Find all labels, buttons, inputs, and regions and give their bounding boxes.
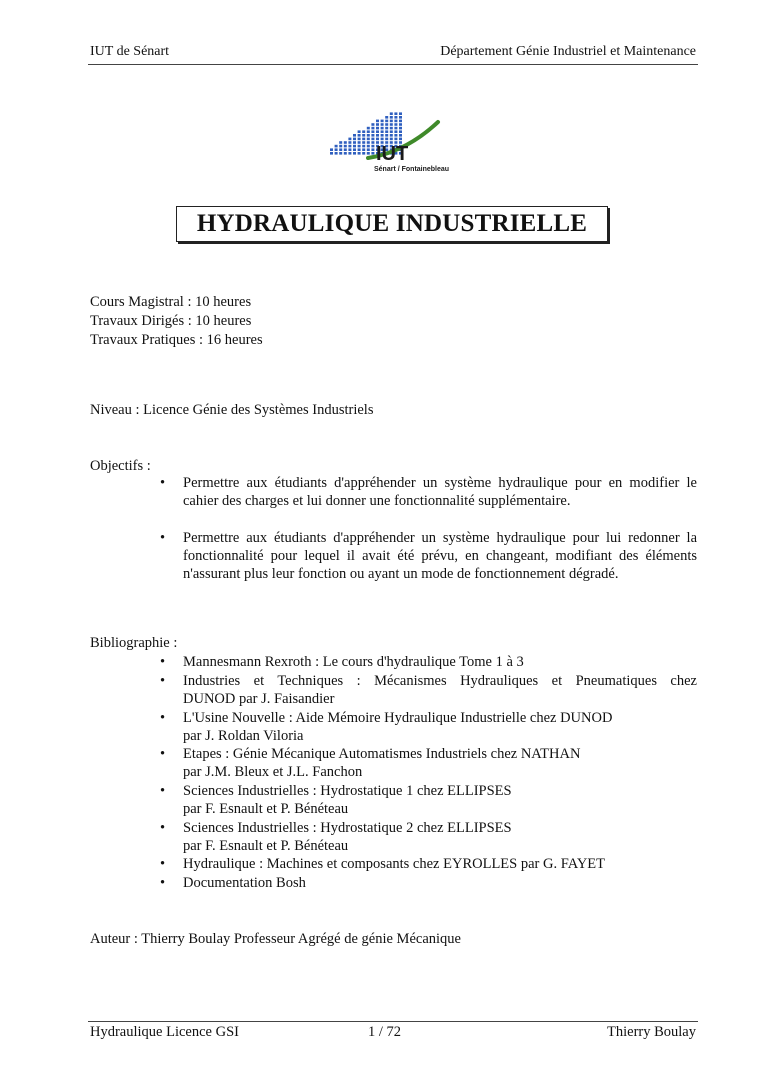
logo-dot	[348, 152, 351, 155]
objectif-item-2: Permettre aux étudiants d'appréhender un système hydraulique pour lui redonner la fonctionnalité pour lequel il avait été prévu, en changeant, modifiant des éléments n'assurant plus leur fonction ou ayant un mode de fonctionnement dégradé.	[183, 530, 697, 582]
logo-dot	[362, 148, 365, 151]
logo-text-sub: Sénart / Fontainebleau	[374, 166, 450, 173]
logo-dot	[390, 138, 393, 141]
logo-dot	[385, 120, 388, 123]
bullet-icon: •	[160, 820, 166, 836]
logo-dot	[348, 145, 351, 148]
biblio-item-6-line-1: Sciences Industrielles : Hydrostatique 2 chez ELLIPSES	[183, 820, 512, 836]
logo-dot	[381, 127, 384, 130]
logo-dot	[394, 112, 397, 115]
logo-dot	[371, 134, 374, 137]
logo-dot	[390, 134, 393, 137]
logo-dot	[330, 152, 333, 155]
logo-dot	[335, 148, 338, 151]
logo-dot	[390, 130, 393, 133]
biblio-item-5-line-1: Sciences Industrielles : Hydrostatique 1 chez ELLIPSES	[183, 783, 512, 799]
logo-dot	[394, 123, 397, 126]
header-divider	[88, 64, 698, 65]
logo-dot	[385, 134, 388, 137]
logo-dot	[344, 145, 347, 148]
biblio-item-1: Mannesmann Rexroth : Le cours d'hydraulique Tome 1 à 3	[183, 654, 524, 670]
biblio-item-2-line-2: DUNOD par J. Faisandier	[183, 691, 335, 707]
bullet-icon: •	[160, 475, 166, 491]
logo-dot	[362, 141, 365, 144]
logo-dot	[371, 130, 374, 133]
biblio-item-3-line-2: par J. Roldan Viloria	[183, 728, 304, 744]
bullet-icon: •	[160, 654, 166, 670]
biblio-item-5-line-2: par F. Esnault et P. Bénéteau	[183, 801, 349, 817]
logo-dot	[362, 152, 365, 155]
logo-text-main: IUT	[376, 143, 409, 165]
logo-dot	[399, 138, 402, 141]
logo-dot	[381, 138, 384, 141]
logo-dot	[353, 141, 356, 144]
logo-dot	[348, 138, 351, 141]
bullet-icon: •	[160, 875, 166, 891]
biblio-item-4-line-2: par J.M. Bleux et J.L. Fanchon	[183, 764, 363, 780]
logo-dot	[344, 141, 347, 144]
logo-dot	[371, 123, 374, 126]
logo-dot	[344, 148, 347, 151]
logo-dot	[358, 130, 361, 133]
logo-dot	[362, 130, 365, 133]
objectif-item-1: Permettre aux étudiants d'appréhender un système hydraulique pour en modifier le cahier des charges et lui donner une fonctionnalité supplémentaire.	[183, 475, 697, 509]
auteur-line: Auteur : Thierry Boulay Professeur Agrégé de génie Mécanique	[90, 931, 461, 947]
logo-dot	[358, 145, 361, 148]
logo-dot	[353, 134, 356, 137]
logo-dot	[367, 141, 370, 144]
logo-dot	[371, 141, 374, 144]
iut-logo-graphic	[328, 112, 464, 174]
biblio-item-6-line-2: par F. Esnault et P. Bénéteau	[183, 838, 349, 854]
logo-dot	[399, 123, 402, 126]
bullet-icon: •	[160, 783, 166, 799]
logo-dot	[394, 116, 397, 119]
logo-dot	[381, 120, 384, 123]
biblio-item-8: Documentation Bosh	[183, 875, 306, 891]
bullet-icon: •	[160, 530, 166, 546]
logo-dot	[371, 152, 374, 155]
logo-dot	[376, 130, 379, 133]
logo-dot	[381, 134, 384, 137]
bullet-icon: •	[160, 710, 166, 726]
hours-tp: Travaux Pratiques : 16 heures	[90, 332, 263, 348]
logo-dot	[353, 138, 356, 141]
logo-dot	[385, 116, 388, 119]
objectifs-label: Objectifs :	[90, 458, 151, 474]
logo-dot	[381, 123, 384, 126]
biblio-item-2-line-1: Industries et Techniques : Mécanismes Hydrauliques et Pneumatiques chez	[183, 673, 697, 689]
logo-dot	[348, 148, 351, 151]
logo-dot	[371, 145, 374, 148]
logo-dot	[367, 134, 370, 137]
logo-dot	[367, 130, 370, 133]
logo-dot	[376, 138, 379, 141]
logo-dot	[358, 141, 361, 144]
logo-dot	[358, 134, 361, 137]
logo-dot	[348, 141, 351, 144]
logo-dot	[367, 138, 370, 141]
logo-dot	[339, 145, 342, 148]
logo-dot	[376, 134, 379, 137]
logo-dot	[390, 112, 393, 115]
logo-dot	[376, 127, 379, 130]
logo-dot	[390, 120, 393, 123]
logo-dot	[362, 138, 365, 141]
bullet-icon: •	[160, 856, 166, 872]
logo-dot	[385, 127, 388, 130]
logo-dot	[371, 138, 374, 141]
logo-dot	[399, 120, 402, 123]
logo-dot	[376, 123, 379, 126]
logo-dot	[394, 120, 397, 123]
logo-dot	[394, 127, 397, 130]
logo-dot	[339, 148, 342, 151]
logo-dot	[390, 123, 393, 126]
logo-dot	[399, 134, 402, 137]
biblio-item-4-line-1: Etapes : Génie Mécanique Automatismes Industriels chez NATHAN	[183, 746, 581, 762]
logo-dot	[385, 138, 388, 141]
logo-dot	[367, 152, 370, 155]
logo-dot	[362, 134, 365, 137]
logo-dot	[399, 130, 402, 133]
logo-dot	[367, 145, 370, 148]
logo-dot	[367, 148, 370, 151]
document-title: HYDRAULIQUE INDUSTRIELLE	[176, 206, 608, 242]
iut-logo	[328, 112, 464, 174]
logo-dot	[335, 145, 338, 148]
logo-dot	[358, 148, 361, 151]
logo-dot	[335, 152, 338, 155]
logo-dot	[353, 148, 356, 151]
niveau-line: Niveau : Licence Génie des Systèmes Industriels	[90, 402, 374, 418]
logo-dot	[339, 152, 342, 155]
logo-dot	[399, 116, 402, 119]
header-left: IUT de Sénart	[90, 44, 170, 59]
logo-dot	[394, 138, 397, 141]
footer-divider	[88, 1021, 698, 1022]
logo-dot	[362, 145, 365, 148]
hours-td: Travaux Dirigés : 10 heures	[90, 313, 252, 329]
logo-dot	[385, 130, 388, 133]
footer-left: Hydraulique Licence GSI	[90, 1024, 239, 1040]
hours-cm: Cours Magistral : 10 heures	[90, 294, 252, 310]
footer-right: Thierry Boulay	[607, 1024, 696, 1040]
header-right: Département Génie Industriel et Maintenance	[440, 44, 696, 59]
logo-dot	[367, 127, 370, 130]
logo-dot	[394, 134, 397, 137]
logo-dot	[390, 116, 393, 119]
logo-dot	[371, 148, 374, 151]
logo-dot	[371, 127, 374, 130]
logo-dot	[344, 152, 347, 155]
bibliographie-label: Bibliographie :	[90, 635, 178, 651]
logo-dot	[339, 141, 342, 144]
logo-dot	[376, 120, 379, 123]
logo-dot	[358, 138, 361, 141]
bullet-icon: •	[160, 746, 166, 762]
biblio-item-7: Hydraulique : Machines et composants chez EYROLLES par G. FAYET	[183, 856, 606, 872]
logo-dot	[390, 127, 393, 130]
logo-dot	[381, 130, 384, 133]
logo-dot	[399, 112, 402, 115]
logo-dot	[385, 123, 388, 126]
biblio-item-3-line-1: L'Usine Nouvelle : Aide Mémoire Hydraulique Industrielle chez DUNOD	[183, 710, 613, 726]
logo-dot	[358, 152, 361, 155]
logo-dot	[399, 127, 402, 130]
bullet-icon: •	[160, 673, 166, 689]
footer-page-number: 1 / 72	[368, 1024, 402, 1040]
logo-dot	[353, 145, 356, 148]
logo-dot	[394, 130, 397, 133]
logo-dot	[330, 148, 333, 151]
logo-dot	[353, 152, 356, 155]
